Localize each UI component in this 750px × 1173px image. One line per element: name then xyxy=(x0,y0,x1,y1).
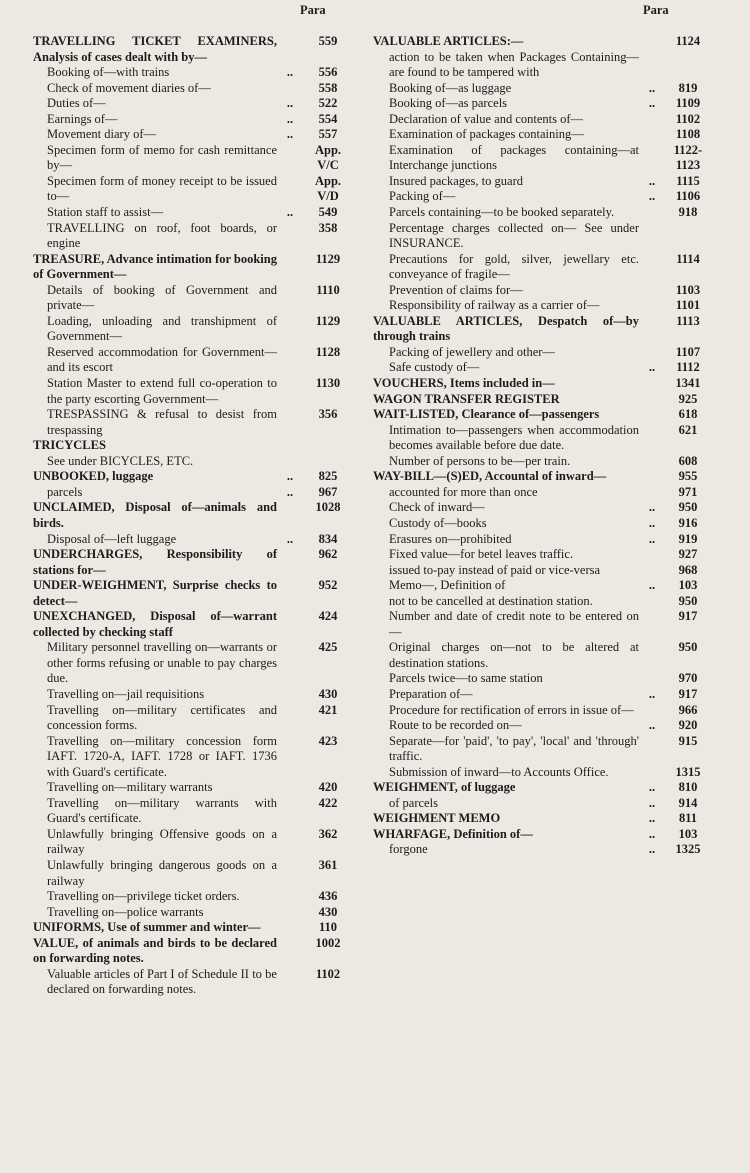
leader-dots: .. xyxy=(648,811,656,826)
entry-text: Declaration of value and contents of— xyxy=(389,111,584,126)
para-number: 618 xyxy=(678,407,698,422)
leader-dots: .. xyxy=(648,360,656,375)
entry-text: UNBOOKED, luggage xyxy=(33,469,154,484)
index-entry xyxy=(33,174,353,205)
entry-text: Booking of—as parcels xyxy=(389,96,508,111)
index-entry xyxy=(373,469,713,485)
index-entry xyxy=(33,96,353,112)
entry-text: UNDERCHARGES, Responsibility of stations for— xyxy=(33,547,277,577)
para-number: 1110 xyxy=(316,282,340,297)
leader-dots: .. xyxy=(648,578,656,593)
para-number: 430 xyxy=(318,686,338,701)
entry-text: Packing of— xyxy=(389,189,456,204)
index-entry xyxy=(33,734,353,781)
entry-text: WAIT-LISTED, Clearance of—passengers xyxy=(373,407,600,422)
leader-dots: .. xyxy=(648,842,656,857)
index-entry xyxy=(33,936,353,967)
para-number: 421 xyxy=(318,702,338,717)
index-entry xyxy=(33,127,353,143)
entry-text: WAGON TRANSFER REGISTER xyxy=(373,391,560,406)
index-entry xyxy=(33,345,353,376)
index-entry xyxy=(33,858,353,889)
entry-text: Custody of—books xyxy=(389,515,487,530)
para-number: 1002 xyxy=(315,935,341,950)
leader-dots: .. xyxy=(648,718,656,733)
para-number: 914 xyxy=(678,795,698,810)
para-number: 362 xyxy=(318,826,338,841)
index-entry xyxy=(373,532,713,548)
para-number: 1115 xyxy=(676,173,700,188)
entry-text: Duties of— xyxy=(47,96,106,111)
entry-text: Number of persons to be—per train. xyxy=(389,453,571,468)
para-number: 1130 xyxy=(315,376,341,391)
para-number: 608 xyxy=(678,453,698,468)
left-para-header: Para xyxy=(300,3,326,17)
entry-text: UNIFORMS, Use of summer and winter— xyxy=(33,920,261,935)
index-entry xyxy=(33,81,353,97)
entry-text: See under BICYCLES, ETC. xyxy=(47,453,194,468)
index-entry xyxy=(373,547,713,563)
entry-text: Insured packages, to guard xyxy=(389,173,523,188)
para-number: 967 xyxy=(318,484,338,499)
para-number: 917 xyxy=(678,686,698,701)
para-number: 430 xyxy=(318,904,338,919)
entry-text: Number and date of credit note to be entered on— xyxy=(389,609,639,639)
index-entry xyxy=(373,221,713,252)
leader-dots: .. xyxy=(286,205,294,220)
para-number: 436 xyxy=(318,889,338,904)
entry-text: WEIGHMENT MEMO xyxy=(373,811,501,826)
para-number: 554 xyxy=(318,111,338,126)
index-entry xyxy=(373,454,713,470)
index-entry xyxy=(373,842,713,858)
index-entry xyxy=(33,221,353,252)
entry-text: VALUE, of animals and birds to be declared on forwarding notes. xyxy=(33,935,277,966)
para-number: 1129 xyxy=(315,313,341,328)
index-entry xyxy=(33,407,353,438)
entry-text: Station staff to assist— xyxy=(47,205,164,220)
para-number: 920 xyxy=(678,718,698,733)
entry-text: action to be taken when Packages Containing—are found to be tampered with xyxy=(389,49,639,80)
entry-text: WHARFAGE, Definition of— xyxy=(373,826,533,841)
entry-text: forgone xyxy=(389,842,428,857)
para-number: 1325 xyxy=(675,842,701,857)
index-entry xyxy=(33,438,353,454)
entry-text: Intimation to—passengers when accommodation becomes available before due date. xyxy=(389,422,639,453)
para-number: 917 xyxy=(678,609,698,624)
index-entry xyxy=(373,392,713,408)
entry-text: Travelling on—military concession form IAFT. 1720-A, IAFT. 1728 or IAFT. 1736 with Guard's certificate. xyxy=(47,733,277,779)
para-number: 558 xyxy=(318,80,338,95)
leader-dots: .. xyxy=(648,780,656,795)
index-entry xyxy=(33,780,353,796)
index-entry xyxy=(373,34,713,50)
index-entry xyxy=(373,112,713,128)
entry-text: Memo—, Definition of xyxy=(389,578,506,593)
para-number: 825 xyxy=(318,469,338,484)
entry-text: Specimen form of money receipt to be issued to— xyxy=(47,173,277,204)
leader-dots: .. xyxy=(648,189,656,204)
index-entry xyxy=(373,298,713,314)
leader-dots: .. xyxy=(648,826,656,841)
entry-text: of parcels xyxy=(389,795,438,810)
leader-dots: .. xyxy=(286,111,294,126)
index-entry xyxy=(373,765,713,781)
index-entry xyxy=(373,718,713,734)
index-entry xyxy=(373,81,713,97)
para-number: 522 xyxy=(318,96,338,111)
para-number: 420 xyxy=(318,780,338,795)
para-number: 1341 xyxy=(675,376,701,391)
entry-text: TRICYCLES xyxy=(33,438,106,453)
para-number: 925 xyxy=(678,391,698,406)
entry-text: VALUABLE ARTICLES, Despatch of—by through trains xyxy=(373,313,639,344)
entry-text: UNDER-WEIGHMENT, Surprise checks to detect— xyxy=(33,578,277,608)
para-number: 1107 xyxy=(675,344,701,359)
entry-text: not to be cancelled at destination station. xyxy=(389,593,593,608)
leader-dots: .. xyxy=(286,484,294,499)
index-entry xyxy=(33,640,353,687)
para-number: 557 xyxy=(318,127,338,142)
index-entry xyxy=(373,127,713,143)
index-entry xyxy=(33,205,353,221)
leader-dots: .. xyxy=(286,96,294,111)
index-entry xyxy=(373,96,713,112)
para-number: 915 xyxy=(678,733,698,748)
entry-text: Submission of inward—to Accounts Office. xyxy=(389,764,609,779)
entry-text: Procedure for rectification of errors in issue of— xyxy=(389,702,634,717)
para-number: 1028 xyxy=(315,500,341,515)
para-number: 968 xyxy=(678,562,698,577)
leader-dots: .. xyxy=(648,686,656,701)
entry-text: VOUCHERS, Items included in— xyxy=(373,376,555,391)
index-entry xyxy=(373,407,713,423)
para-number: 1102 xyxy=(315,966,341,981)
index-entry xyxy=(373,500,713,516)
index-entry xyxy=(373,516,713,532)
entry-text: Unlawfully bringing dangerous goods on a railway xyxy=(47,857,277,888)
para-number: 950 xyxy=(678,640,698,655)
entry-text: Parcels twice—to same station xyxy=(389,671,543,686)
entry-text: Safe custody of— xyxy=(389,360,480,375)
index-entry xyxy=(373,563,713,579)
leader-dots: .. xyxy=(648,80,656,95)
index-entry xyxy=(373,143,713,174)
para-number: 1101 xyxy=(675,298,701,313)
para-number: 361 xyxy=(318,857,338,872)
leader-dots: .. xyxy=(286,531,294,546)
entry-text: Examination of packages containing—at Interchange junctions xyxy=(389,142,639,173)
index-entry xyxy=(33,112,353,128)
index-entry xyxy=(33,376,353,407)
entry-text: Precautions for gold, silver, jewellary etc. conveyance of fragile— xyxy=(389,251,639,282)
para-number: 810 xyxy=(678,780,698,795)
entry-text: Packing of jewellery and other— xyxy=(389,344,555,359)
index-entry xyxy=(33,687,353,703)
para-number: 916 xyxy=(678,515,698,530)
entry-text: Earnings of— xyxy=(47,111,118,126)
index-entry xyxy=(373,360,713,376)
entry-text: Check of inward— xyxy=(389,500,485,515)
para-number: 1113 xyxy=(676,313,700,328)
entry-text: TRAVELLING TICKET EXAMINERS, Analysis of cases dealt with by— xyxy=(33,34,277,64)
para-number: 358 xyxy=(318,220,338,235)
entry-text: accounted for more than once xyxy=(389,484,538,499)
index-entry xyxy=(373,687,713,703)
leader-dots: .. xyxy=(648,96,656,111)
leader-dots: .. xyxy=(648,173,656,188)
para-number: 955 xyxy=(678,469,698,484)
para-number: 424 xyxy=(318,609,338,624)
index-entry xyxy=(373,811,713,827)
right-index-column xyxy=(373,34,713,858)
para-number: 425 xyxy=(318,640,338,655)
para-number: 1124 xyxy=(675,34,701,48)
index-entry xyxy=(33,827,353,858)
entry-text: Disposal of—left luggage xyxy=(47,531,177,546)
index-entry xyxy=(33,143,353,174)
entry-text: UNEXCHANGED, Disposal of—warrant collected by checking staff xyxy=(33,609,277,639)
para-number: 1128 xyxy=(315,344,341,359)
index-entry xyxy=(373,252,713,283)
entry-text: Loading, unloading and transhipment of Government— xyxy=(47,313,277,344)
leader-dots: .. xyxy=(286,469,294,484)
entry-text: Original charges on—not to be altered at destination stations. xyxy=(389,640,639,670)
para-number: 103 xyxy=(678,578,698,593)
entry-text: Travelling on—military warrants with Guard's certificate. xyxy=(47,795,277,826)
para-number: 1106 xyxy=(675,189,701,204)
para-number: 966 xyxy=(678,702,698,717)
entry-text: Prevention of claims for— xyxy=(389,282,523,297)
para-number: 962 xyxy=(318,547,338,562)
para-number: 950 xyxy=(678,500,698,515)
entry-text: Preparation of— xyxy=(389,686,473,701)
entry-text: Booking of—as luggage xyxy=(389,80,512,95)
entry-text: Travelling on—military warrants xyxy=(47,780,213,795)
entry-text: Check of movement diaries of— xyxy=(47,80,211,95)
index-entry xyxy=(373,594,713,610)
index-entry xyxy=(33,454,353,470)
entry-text: Specimen form of memo for cash remittance by— xyxy=(47,142,277,173)
index-entry xyxy=(373,796,713,812)
index-entry xyxy=(373,50,713,81)
entry-text: Unlawfully bringing Offensive goods on a railway xyxy=(47,826,277,857)
para-number: 950 xyxy=(678,593,698,608)
index-entry xyxy=(373,485,713,501)
para-number: 952 xyxy=(318,578,338,593)
entry-text: Travelling on—jail requisitions xyxy=(47,686,205,701)
entry-text: Movement diary of— xyxy=(47,127,157,142)
entry-text: Percentage charges collected on— See under INSURANCE. xyxy=(389,220,639,251)
index-entry xyxy=(373,283,713,299)
para-number: 970 xyxy=(678,671,698,686)
para-number: App. V/D xyxy=(314,173,342,204)
para-number: 1122-1123 xyxy=(673,142,703,173)
para-number: 556 xyxy=(318,65,338,80)
entry-text: Travelling on—privilege ticket orders. xyxy=(47,889,240,904)
para-number: 356 xyxy=(318,407,338,422)
para-number: 110 xyxy=(318,920,338,935)
index-entry xyxy=(33,65,353,81)
index-entry xyxy=(373,345,713,361)
index-entry xyxy=(373,189,713,205)
entry-text: TREASURE, Advance intimation for booking of Government— xyxy=(33,251,277,282)
entry-text: Parcels containing—to be booked separately. xyxy=(389,205,615,220)
entry-text: UNCLAIMED, Disposal of—animals and birds. xyxy=(33,500,277,530)
entry-text: Fixed value—for betel leaves traffic. xyxy=(389,547,574,562)
para-number: 103 xyxy=(678,826,698,841)
index-entry xyxy=(33,252,353,283)
para-number: 1114 xyxy=(676,251,700,266)
entry-text: parcels xyxy=(47,484,83,499)
index-entry xyxy=(373,578,713,594)
index-entry xyxy=(373,703,713,719)
leader-dots: .. xyxy=(648,500,656,515)
entry-text: issued to-pay instead of paid or vice-versa xyxy=(389,562,601,577)
entry-text: WAY-BILL—(S)ED, Accountal of inward— xyxy=(373,469,607,484)
para-number: 819 xyxy=(678,80,698,95)
entry-text: Military personnel travelling on—warrants or other forms refusing or unable to pay charges due. xyxy=(47,640,277,686)
right-para-header: Para xyxy=(643,3,669,17)
para-number: 559 xyxy=(318,34,338,48)
para-number: 1102 xyxy=(675,111,701,126)
para-number: 1108 xyxy=(675,127,701,142)
index-entry xyxy=(373,205,713,221)
index-entry xyxy=(33,34,353,65)
leader-dots: .. xyxy=(286,127,294,142)
leader-dots: .. xyxy=(648,515,656,530)
index-entry xyxy=(33,889,353,905)
index-entry xyxy=(33,314,353,345)
entry-text: Responsibility of railway as a carrier of— xyxy=(389,298,600,313)
entry-text: Details of booking of Government and private— xyxy=(47,282,277,313)
leader-dots: .. xyxy=(648,531,656,546)
entry-text: Station Master to extend full co-operation to the party escorting Government— xyxy=(47,376,277,406)
entry-text: TRAVELLING on roof, foot boards, or engine xyxy=(47,220,277,251)
index-entry xyxy=(33,967,353,998)
para-number: 1109 xyxy=(675,96,701,111)
entry-text: WEIGHMENT, of luggage xyxy=(373,780,516,795)
index-entry xyxy=(33,485,353,501)
index-entry xyxy=(373,671,713,687)
para-number: 549 xyxy=(318,205,338,220)
leader-dots: .. xyxy=(648,795,656,810)
entry-text: VALUABLE ARTICLES:— xyxy=(373,34,524,48)
entry-text: Travelling on—police warrants xyxy=(47,904,204,919)
index-entry xyxy=(373,376,713,392)
index-entry xyxy=(373,314,713,345)
para-number: 1112 xyxy=(676,360,700,375)
index-entry xyxy=(33,609,353,640)
entry-text: Erasures on—prohibited xyxy=(389,531,512,546)
entry-text: Route to be recorded on— xyxy=(389,718,522,733)
index-entry xyxy=(33,920,353,936)
entry-text: Reserved accommodation for Government—and its escort xyxy=(47,344,277,375)
entry-text: TRESPASSING & refusal to desist from trespassing xyxy=(47,407,277,437)
para-number: 927 xyxy=(678,547,698,562)
entry-text: Valuable articles of Part I of Schedule II to be declared on forwarding notes. xyxy=(47,966,277,997)
index-entry xyxy=(373,640,713,671)
para-number: 621 xyxy=(678,422,698,437)
para-number: 834 xyxy=(318,531,338,546)
index-entry xyxy=(33,500,353,531)
entry-text: Booking of—with trains xyxy=(47,65,170,80)
para-number: 919 xyxy=(678,531,698,546)
para-number: 971 xyxy=(678,484,698,499)
index-entry xyxy=(373,423,713,454)
left-index-column xyxy=(33,34,353,998)
index-entry xyxy=(373,174,713,190)
index-entry xyxy=(33,578,353,609)
entry-text: Separate—for 'paid', 'to pay', 'local' and 'through' traffic. xyxy=(389,733,639,764)
index-entry xyxy=(33,469,353,485)
index-entry xyxy=(33,547,353,578)
para-number: 811 xyxy=(678,811,698,826)
para-number: 423 xyxy=(318,733,338,748)
index-entry xyxy=(373,609,713,640)
para-number: 422 xyxy=(318,795,338,810)
entry-text: Travelling on—military certificates and concession forms. xyxy=(47,702,277,733)
para-number: 1103 xyxy=(675,282,701,297)
para-number: 1315 xyxy=(675,764,701,779)
para-number: App. V/C xyxy=(314,142,342,173)
index-entry xyxy=(33,796,353,827)
para-number: 1129 xyxy=(315,251,341,266)
index-entry xyxy=(373,827,713,843)
index-entry xyxy=(373,780,713,796)
index-entry xyxy=(33,703,353,734)
para-number: 918 xyxy=(678,205,698,220)
leader-dots: .. xyxy=(286,65,294,80)
entry-text: Examination of packages containing— xyxy=(389,127,584,142)
index-entry xyxy=(33,532,353,548)
index-entry xyxy=(373,734,713,765)
index-entry xyxy=(33,905,353,921)
index-entry xyxy=(33,283,353,314)
